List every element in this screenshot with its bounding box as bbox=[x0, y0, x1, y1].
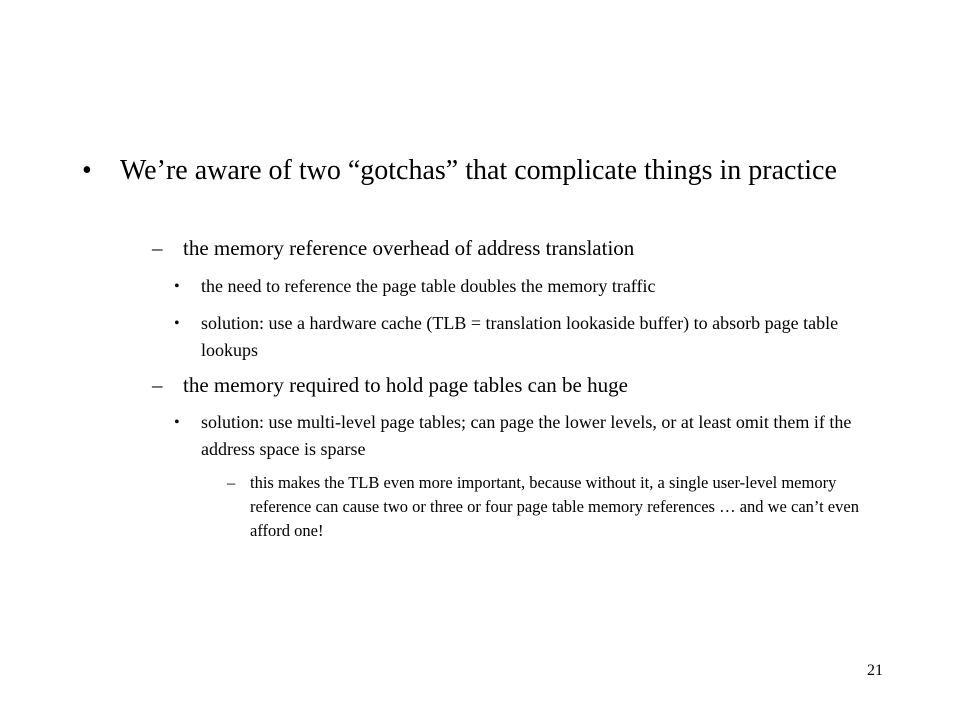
sub-bullet-address-translation bbox=[152, 235, 872, 261]
sub-sub-sub-bullet-text: this makes the TLB even more important, because without it, a single user-level memory reference can cause two or three or four page table memory references … and we can’t even afford one! bbox=[250, 473, 859, 540]
bullet-marker: • bbox=[174, 315, 180, 332]
page-number: 21 bbox=[867, 662, 883, 679]
bullet-text: We’re aware of two “gotchas” that complicate things in practice bbox=[120, 155, 837, 186]
sub-sub-bullet-text: solution: use a hardware cache (TLB = translation lookaside buffer) to absorb page table lookups bbox=[201, 313, 839, 360]
bullet-main bbox=[82, 152, 882, 190]
bullet-marker: • bbox=[174, 278, 180, 295]
sub-bullet-text: the memory reference overhead of address translation bbox=[183, 236, 635, 260]
bullet-marker: • bbox=[174, 414, 180, 431]
sub-bullet-page-tables-huge bbox=[152, 372, 872, 398]
sub-sub-sub-bullet-tlb-importance bbox=[227, 471, 887, 543]
dash-marker: – bbox=[227, 473, 236, 492]
sub-sub-bullet-text: the need to reference the page table doubles the memory traffic bbox=[201, 276, 656, 296]
sub-bullet-text: the memory required to hold page tables can be huge bbox=[183, 373, 628, 397]
dash-marker: – bbox=[152, 373, 163, 397]
bullet-marker: • bbox=[82, 155, 92, 186]
sub-sub-bullet-multilevel bbox=[174, 409, 874, 463]
sub-sub-bullet-memory-traffic bbox=[174, 273, 874, 300]
dash-marker: – bbox=[152, 236, 163, 260]
sub-sub-bullet-text: solution: use multi-level page tables; can page the lower levels, or at least omit them if the address space is sparse bbox=[201, 412, 852, 459]
sub-sub-bullet-tlb-solution bbox=[174, 310, 874, 364]
